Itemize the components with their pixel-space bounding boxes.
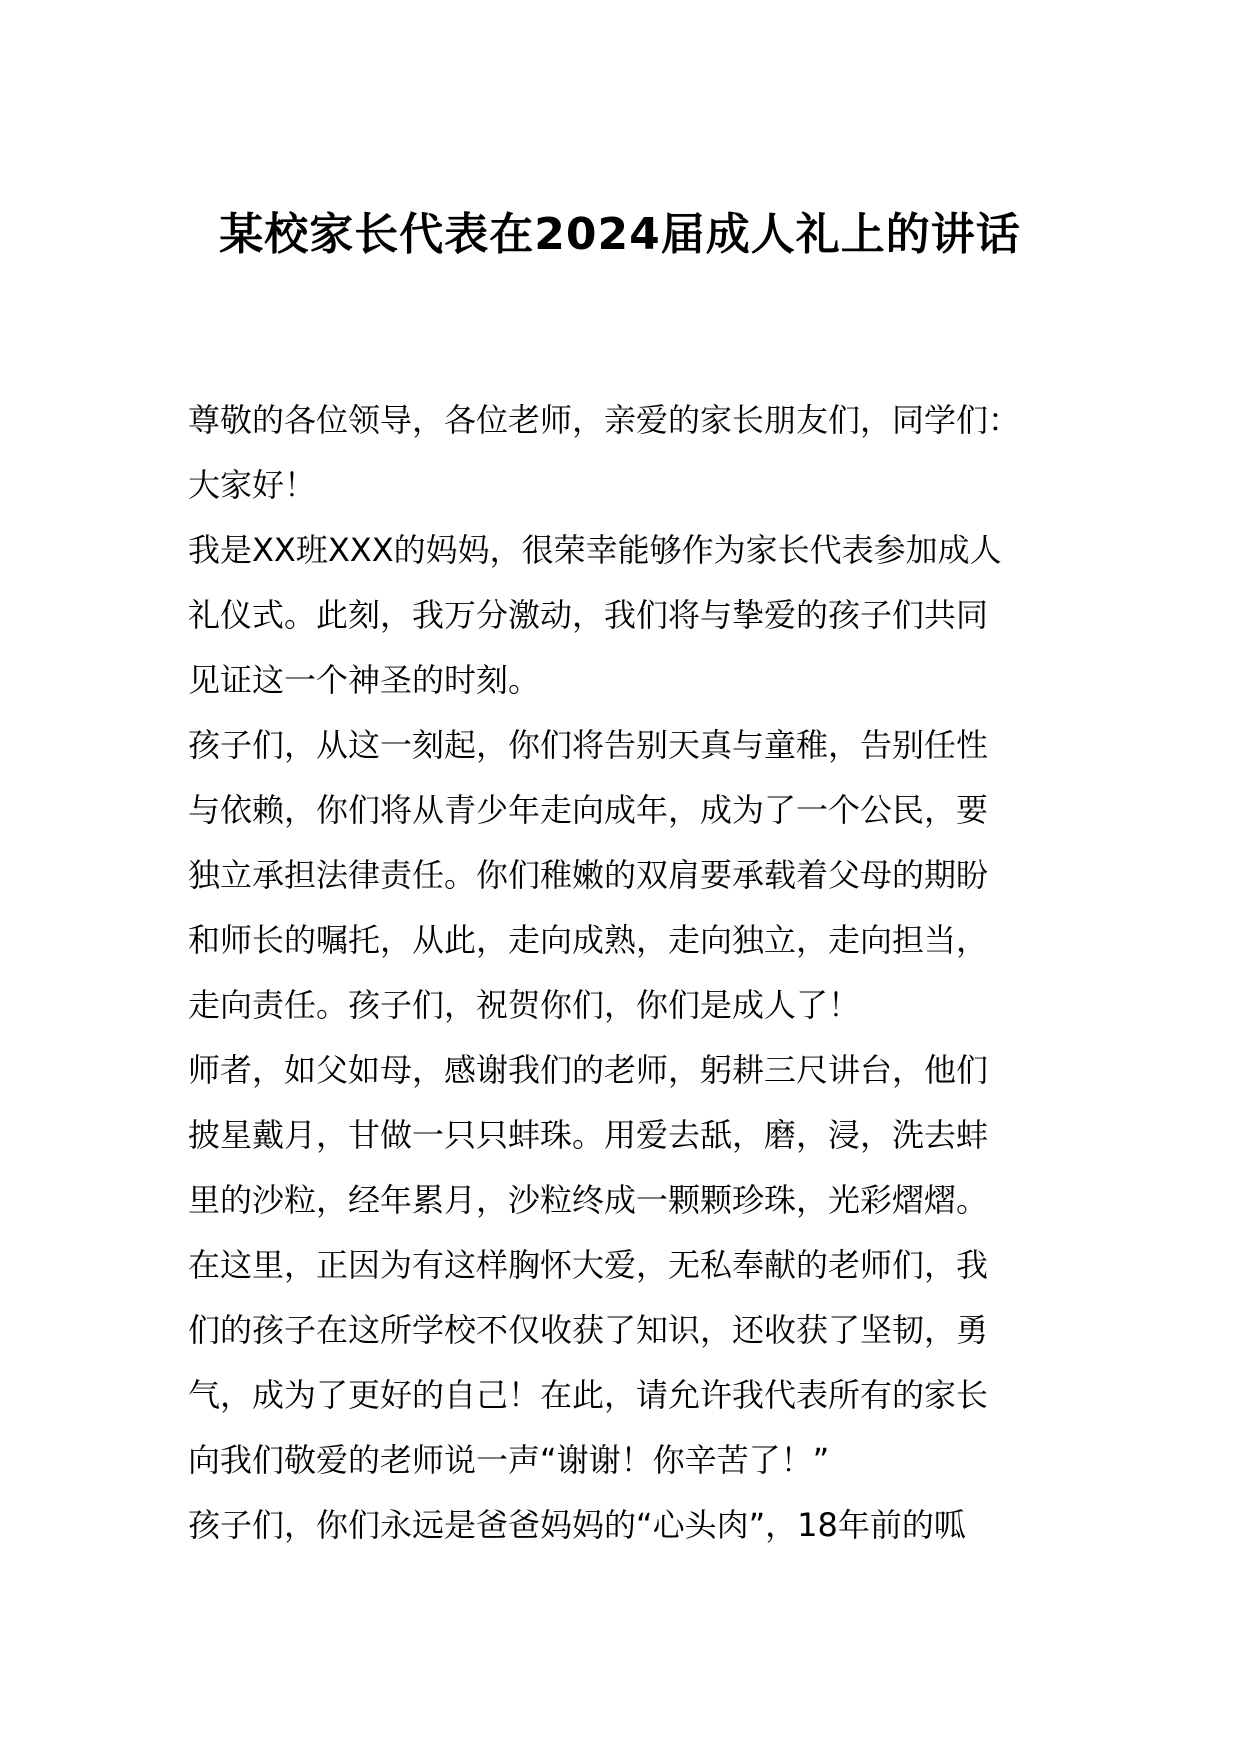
document-body (188, 388, 1068, 1558)
paragraph-line: 尊敬的各位领导，各位老师，亲爱的家长朋友们，同学们： (188, 401, 1021, 439)
paragraph-line: 在这里，正因为有这样胸怀大爱，无私奉献的老师们，我 (188, 1246, 989, 1284)
paragraph-line: 我是XX班XXX的妈妈，很荣幸能够作为家长代表参加成人 (188, 531, 1002, 569)
paragraph-line: 孩子们，从这一刻起，你们将告别天真与童稚，告别任性 (188, 726, 989, 764)
paragraph-line: 里的沙粒，经年累月，沙粒终成一颗颗珍珠，光彩熠熠。 (188, 1181, 989, 1219)
paragraph-line: 与依赖，你们将从青少年走向成年，成为了一个公民，要 (188, 791, 989, 829)
paragraph-line: 大家好！ (188, 466, 317, 504)
paragraph-line: 走向责任。孩子们，祝贺你们，你们是成人了！ (188, 986, 861, 1024)
paragraph-line: 见证这一个神圣的时刻。 (188, 661, 541, 699)
paragraph-line: 师者，如父如母，感谢我们的老师，躬耕三尺讲台，他们 (188, 1051, 989, 1089)
document-title: 某校家长代表在2024届成人礼上的讲话 (219, 209, 1021, 260)
paragraph-line: 披星戴月，甘做一只只蚌珠。用爱去舐，磨，浸，洗去蚌 (188, 1116, 989, 1154)
paragraph-line: 独立承担法律责任。你们稚嫩的双肩要承载着父母的期盼 (188, 856, 989, 894)
paragraph-line: 向我们敬爱的老师说一声“谢谢！你辛苦了！” (188, 1441, 830, 1479)
paragraph-line: 们的孩子在这所学校不仅收获了知识，还收获了坚韧，勇 (188, 1311, 989, 1349)
paragraph-line: 和师长的嘱托，从此，走向成熟，走向独立，走向担当， (188, 921, 989, 959)
paragraph-line: 孩子们，你们永远是爸爸妈妈的“心头肉”，18年前的呱 (188, 1506, 966, 1544)
paragraph-line: 气，成为了更好的自己！在此，请允许我代表所有的家长 (188, 1376, 989, 1414)
paragraph-line: 礼仪式。此刻，我万分激动，我们将与挚爱的孩子们共同 (188, 596, 989, 634)
